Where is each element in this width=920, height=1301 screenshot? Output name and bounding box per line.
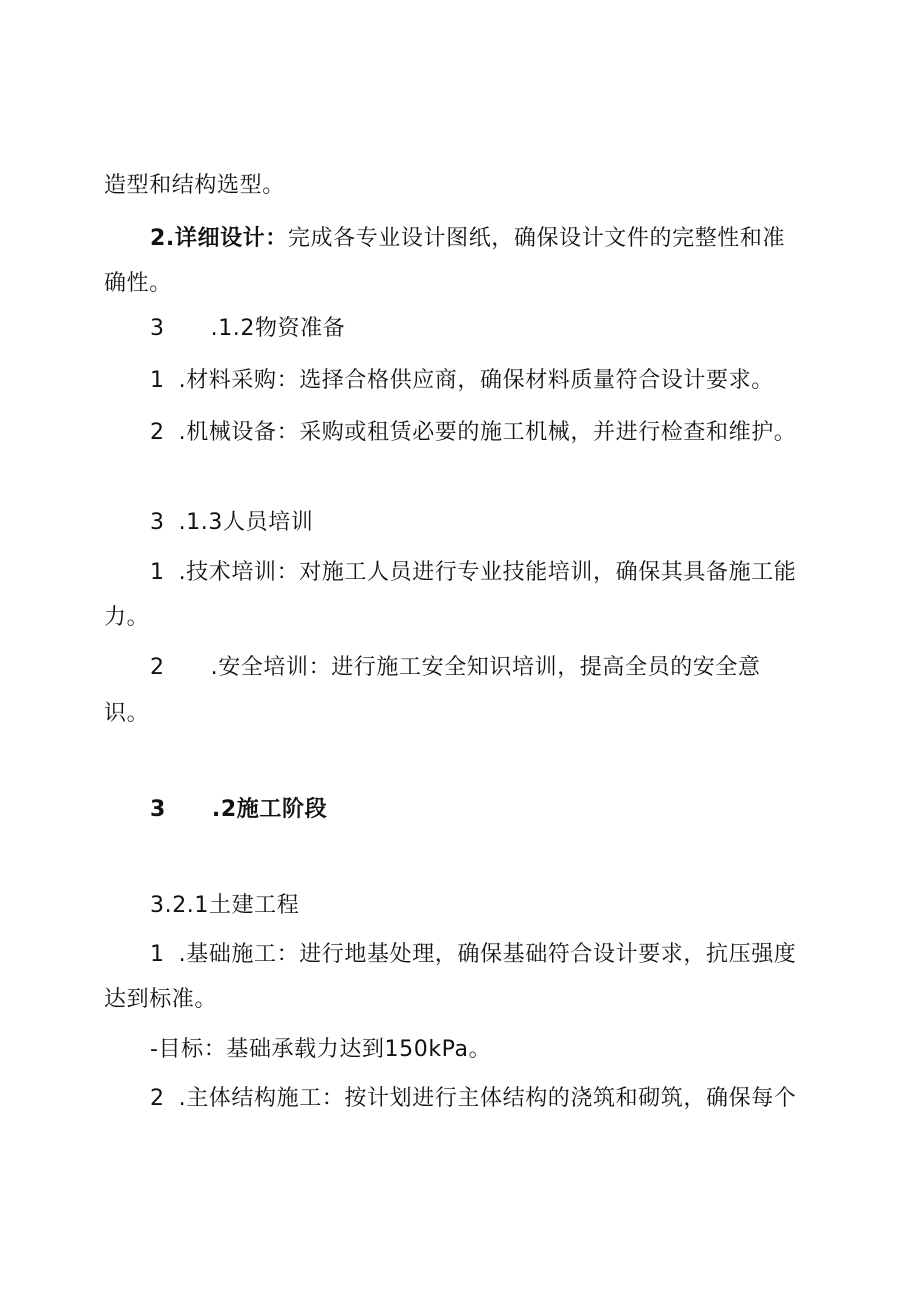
list-number: 1 bbox=[150, 560, 165, 585]
list-number: 2 bbox=[150, 420, 165, 445]
list-item bbox=[150, 558, 796, 588]
item-label: 详细设计： bbox=[174, 226, 288, 251]
paragraph-line bbox=[104, 171, 285, 201]
list-item bbox=[150, 366, 774, 396]
section-heading bbox=[150, 314, 345, 344]
list-number: 2 bbox=[150, 1086, 165, 1111]
heading-text: .1.2物资准备 bbox=[210, 316, 346, 341]
line-text: 确性。 bbox=[104, 271, 172, 296]
section-number: 3 bbox=[150, 510, 165, 535]
list-item bbox=[150, 653, 761, 683]
list-number: 1 bbox=[150, 368, 165, 393]
paragraph-line bbox=[104, 269, 172, 299]
target-note bbox=[150, 1035, 491, 1065]
line-text: .基础施工：进行地基处理，确保基础符合设计要求，抗压强度 bbox=[178, 942, 797, 967]
line-text: .技术培训：对施工人员进行专业技能培训，确保其具备施工能 bbox=[178, 560, 797, 585]
section-heading bbox=[150, 891, 299, 921]
list-number: 2 bbox=[150, 655, 165, 680]
heading-text: .2施工阶段 bbox=[211, 797, 328, 822]
line-text: 识。 bbox=[104, 701, 150, 726]
list-item bbox=[150, 1084, 796, 1114]
list-number: 1 bbox=[150, 942, 165, 967]
line-text: .安全培训：进行施工安全知识培训，提高全员的安全意 bbox=[210, 655, 761, 680]
section-heading bbox=[150, 795, 327, 825]
section-number: 3 bbox=[150, 316, 165, 341]
paragraph-line bbox=[150, 224, 785, 254]
line-text: .主体结构施工：按计划进行主体结构的浇筑和砌筑，确保每个 bbox=[178, 1086, 797, 1111]
heading-text: 3.2.1土建工程 bbox=[150, 893, 300, 918]
line-text: .机械设备：采购或租赁必要的施工机械，并进行检查和维护。 bbox=[178, 420, 797, 445]
line-text: 力。 bbox=[104, 605, 150, 630]
line-text: -目标：基础承载力达到150kPa。 bbox=[150, 1037, 492, 1062]
paragraph-line bbox=[104, 985, 217, 1015]
list-item bbox=[150, 940, 796, 970]
heading-text: .1.3人员培训 bbox=[178, 510, 314, 535]
line-text: 达到标准。 bbox=[104, 987, 218, 1012]
paragraph-line bbox=[104, 603, 149, 633]
line-text: 造型和结构选型。 bbox=[104, 173, 285, 198]
list-item bbox=[150, 418, 796, 448]
paragraph-line bbox=[104, 699, 149, 729]
section-number: 3 bbox=[150, 797, 166, 822]
line-text: .材料采购：选择合格供应商，确保材料质量符合设计要求。 bbox=[178, 368, 774, 393]
line-text: 完成各专业设计图纸，确保设计文件的完整性和准 bbox=[287, 226, 786, 251]
list-number: 2. bbox=[150, 226, 175, 251]
section-heading bbox=[150, 508, 313, 538]
